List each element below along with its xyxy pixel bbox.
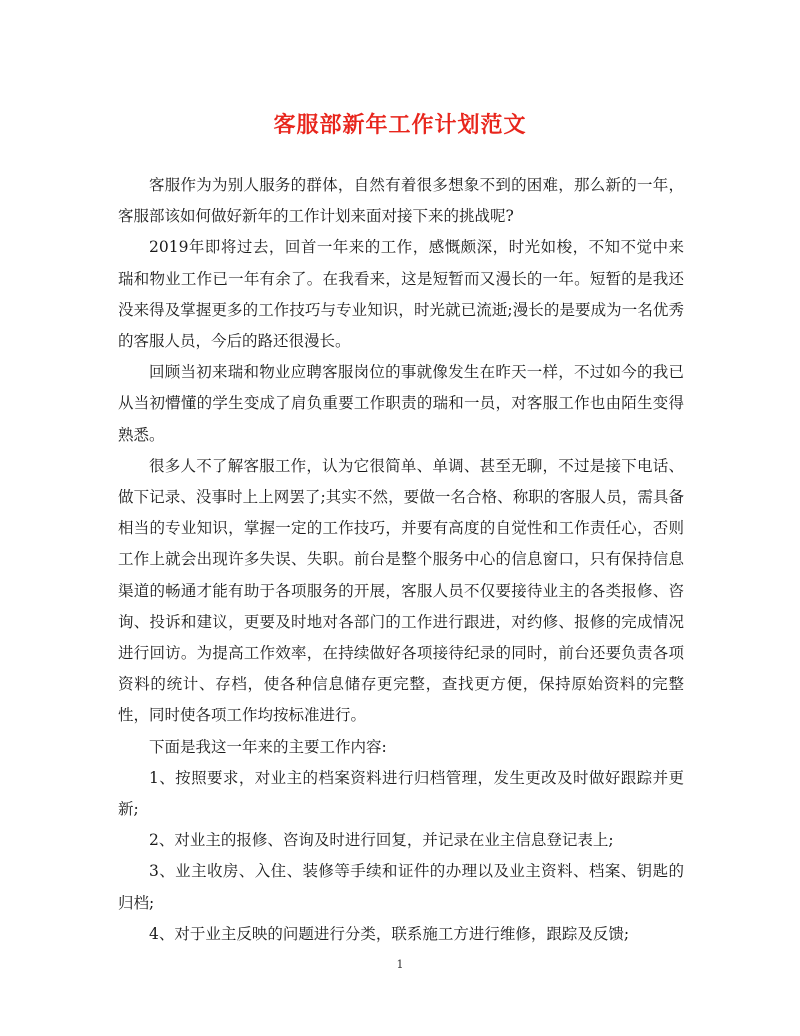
list-item-2: 2、对业主的报修、咨询及时进行回复，并记录在业主信息登记表上; <box>149 831 614 850</box>
paragraph-recollection: 回顾当初来瑞和物业应聘客服岗位的事就像发生在昨天一样，不过如今的我已从当初懵懂的学生变成了肩负重要工作职责的瑞和一员，对客服工作也由陌生变得熟悉。 <box>118 363 684 444</box>
page-number: 1 <box>396 958 404 971</box>
paragraph-job-description: 很多人不了解客服工作，认为它很简单、单调、甚至无聊，不过是接下电话、做下记录、没事时上上网罢了;其实不然，要做一名合格、称职的客服人员，需具备相当的专业知识，掌握一定的工作技巧，并要有高度的自觉性和工作责任心，否则工作上就会出现许多失误、失职。前台是整个服务中心的信息窗口，只有保持信息渠道的畅通才能有助于各项服务的开展，客服人员不仅要接待业主的各类报修、咨询、投诉和建议，更要及时地对各部门的工作进行跟进，对约修、报修的完成情况进行回访。为提高工作效率，在持续做好各项接待纪录的同时，前台还要负责各项资料的统计、存档，使各种信息储存更完整，查找更方便，保持原始资料的完整性，同时使各项工作均按标准进行。 <box>118 456 684 725</box>
list-item-3: 3、业主收房、入住、装修等手续和证件的办理以及业主资料、档案、钥匙的归档; <box>118 862 684 912</box>
document-body <box>118 170 684 950</box>
list-item-1: 1、按照要求，对业主的档案资料进行归档管理，发生更改及时做好跟踪并更新; <box>118 768 684 819</box>
list-item-4: 4、对于业主反映的问题进行分类，联系施工方进行维修，跟踪及反馈; <box>149 924 630 943</box>
paragraph-year-review: 2019年即将过去，回首一年来的工作，感慨颇深，时光如梭，不知不觉中来瑞和物业工作已一年有余了。在我看来，这是短暂而又漫长的一年。短暂的是我还没来得及掌握更多的工作技巧与专业知识，时光就已流逝;漫长的是要成为一名优秀的客服人员，今后的路还很漫长。 <box>118 238 684 351</box>
paragraph-intro: 客服作为为别人服务的群体，自然有着很多想象不到的困难，那么新的一年，客服部该如何做好新年的工作计划来面对接下来的挑战呢? <box>118 176 684 226</box>
document-title: 客服部新年工作计划范文 <box>273 112 527 138</box>
paragraph-work-list-intro: 下面是我这一年来的主要工作内容: <box>149 737 387 756</box>
